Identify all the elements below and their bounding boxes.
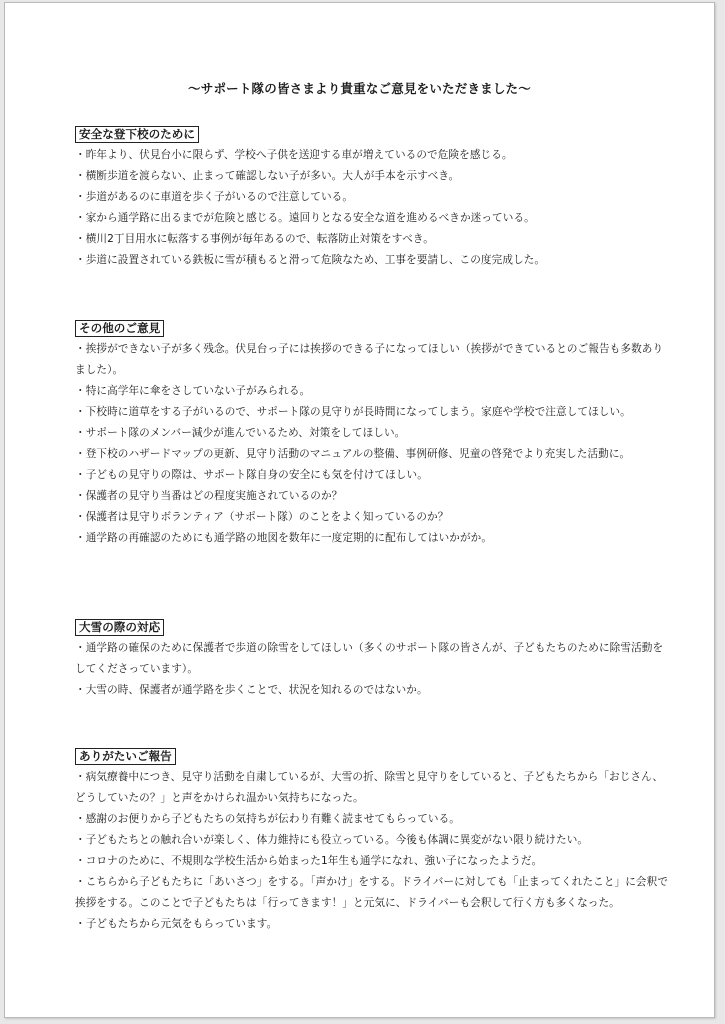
list-item: ・病気療養中につき、見守り活動を自粛しているが、大雪の折、除雪と見守りをしていると、子どもたちから「おじさん、どうしていたの？」と声をかけられ温かい気持ちになった。 — [75, 771, 664, 804]
list-item: ・子どもの見守りの際は、サポート隊自身の安全にも気を付けてほしい。 — [75, 469, 428, 481]
list-item: ・下校時に道草をする子がいるので、サポート隊の見守りが長時間になってしまう。家庭や学校で注意してほしい。 — [75, 406, 631, 418]
list-item: ・特に高学年に傘をさしていない子がみられる。 — [75, 385, 311, 397]
section-item-list — [75, 638, 670, 701]
section-heading: 大雪の際の対応 — [75, 619, 164, 636]
section-other-opinions — [75, 317, 670, 549]
document-title: ～サポート隊の皆さまより貴重なご意見をいただきました～ — [188, 81, 531, 96]
section-item-list — [75, 767, 670, 935]
list-item: ・横断歩道を渡らない、止まって確認しない子が多い。大人が手本を示すべき。 — [75, 170, 460, 182]
section-item-list — [75, 339, 670, 549]
list-item: ・昨年より、伏見台小に限らず、学校へ子供を送迎する車が増えているので危険を感じる。 — [75, 149, 513, 161]
list-item: ・コロナのために、不規則な学校生活から始まった1年生も通学になれ、強い子になったようだ。 — [75, 855, 543, 867]
list-item: ・子どもたちとの触れ合いが楽しく、体力維持にも役立っている。今後も体調に異変がない限り続けたい。 — [75, 834, 589, 846]
list-item: ・感謝のお便りから子どもたちの気持ちが伝わり有難く読ませてもらっている。 — [75, 813, 460, 825]
list-item: ・挨拶ができない子が多く残念。伏見台っ子には挨拶のできる子になってほしい（挨拶ができているとのご報告も多数ありました）。 — [75, 343, 664, 376]
section-grateful-reports — [75, 745, 670, 935]
list-item: ・大雪の時、保護者が通学路を歩くことで、状況を知れるのではないか。 — [75, 684, 428, 696]
list-item: ・こちらから子どもたちに「あいさつ」をする。「声かけ」をする。ドライバーに対しても「止まってくれたこと」に会釈で挨拶をする。このことで子どもたちは「行ってきます！」と元気に、ドライバーも会釈して行く方も多くなった。 — [75, 876, 669, 909]
section-heavy-snow — [75, 616, 670, 701]
list-item: ・子どもたちから元気をもらっています。 — [75, 918, 278, 930]
list-item: ・通学路の再確認のためにも通学路の地図を数年に一度定期的に配布してはいかがか。 — [75, 532, 493, 544]
section-safe-commute — [75, 123, 670, 271]
list-item: ・家から通学路に出るまでが危険と感じる。遠回りとなる安全な道を進めるべきか迷っている。 — [75, 212, 535, 224]
list-item: ・保護者の見守り当番はどの程度実施されているのか？ — [75, 490, 343, 502]
list-item: ・歩道があるのに車道を歩く子がいるので注意している。 — [75, 191, 354, 203]
section-heading: 安全な登下校のために — [75, 126, 199, 143]
list-item: ・保護者は見守りボランティア（サポート隊）のことをよく知っているのか？ — [75, 511, 449, 523]
list-item: ・サポート隊のメンバー減少が進んでいるため、対策をしてほしい。 — [75, 427, 406, 439]
list-item: ・登下校のハザードマップの更新、見守り活動のマニュアルの整備、事例研修、児童の啓発でより充実した活動に。 — [75, 448, 631, 460]
section-heading: ありがたいご報告 — [75, 748, 176, 765]
section-heading: その他のご意見 — [75, 320, 164, 337]
list-item: ・通学路の確保のために保護者で歩道の除雪をしてほしい（多くのサポート隊の皆さんが、子どもたちのために除雪活動をしてくださっています）。 — [75, 642, 664, 675]
list-item: ・横川2丁目用水に転落する事例が毎年あるので、転落防止対策をすべき。 — [75, 233, 434, 245]
list-item: ・歩道に設置されている鉄板に雪が積もると滑って危険なため、工事を要請し、この度完成した。 — [75, 254, 546, 266]
document-page — [4, 2, 715, 1018]
section-item-list — [75, 145, 670, 271]
